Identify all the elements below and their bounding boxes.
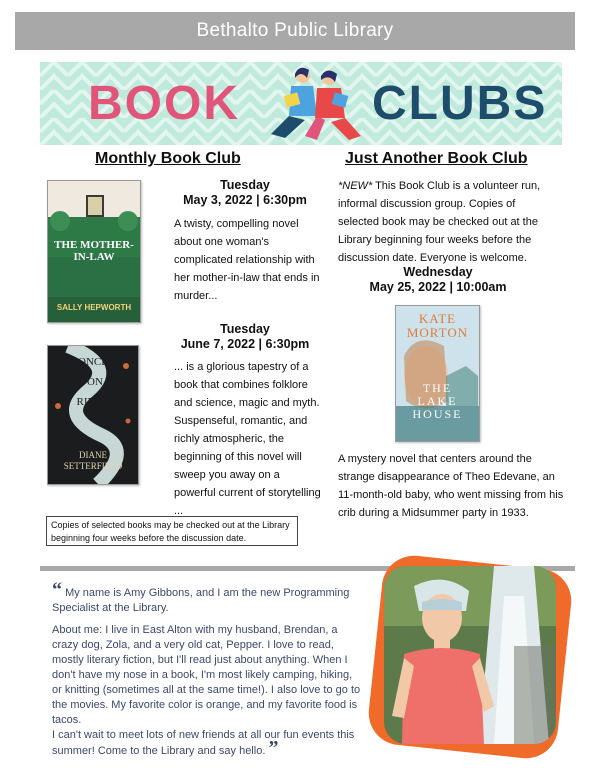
another-event — [338, 265, 538, 295]
banner-word-book: BOOK — [88, 77, 240, 130]
cover-author-line: DIANE — [79, 450, 107, 460]
monthly-event-2 — [150, 322, 340, 352]
another-club-desc: A mystery novel that centers around the strange disappearance of Theo Edevane, an 11-month-old baby, who went missing from his crib during a Midsummer party in 1933. — [338, 453, 564, 519]
close-quote-icon: ” — [268, 737, 279, 759]
banner-word-clubs: CLUBS — [372, 77, 548, 130]
bio-closing — [52, 728, 362, 759]
bio-closing-text: I can't wait to meet lots of new friends at all our fun events this summer! Come to the Library and say hello. — [52, 729, 355, 757]
cover-author-line: SETTERFIELD — [63, 461, 123, 471]
event-day: Tuesday — [220, 322, 270, 336]
cover-title-text: THE MOTHER-IN-LAW — [54, 239, 134, 263]
cover-title-line: THE — [422, 381, 453, 395]
book-clubs-banner — [40, 62, 562, 145]
checkout-note-box: Copies of selected books may be checked out at the Library beginning four weeks before the discussion date. — [46, 516, 298, 546]
cover-title-line: ONCE — [78, 356, 108, 368]
staff-photo — [384, 566, 556, 744]
bio-intro-text: My name is Amy Gibbons, and I am the new Programming Specialist at the Library. — [52, 587, 350, 614]
intro-text: This Book Club is a volunteer run, informal discussion group. Copies of selected book may be checked out at the Library beginning four weeks before the discussion date. Everyone is welcome. — [338, 180, 541, 264]
event-day: Tuesday — [220, 178, 270, 192]
mother-in-law-cover — [47, 180, 141, 323]
header-bar — [15, 12, 575, 50]
another-club-intro — [338, 177, 548, 267]
monthly-desc-1: A twisty, compelling novel about one woman's complicated relationship with her mother-in-law that ends in murder... — [174, 218, 320, 302]
event-day: Wednesday — [403, 265, 473, 279]
cover-author-line: KATE — [418, 311, 457, 326]
another-club-title: Just Another Book Club — [345, 150, 528, 167]
monthly-desc-2: ... is a glorious tapestry of a book that combines folklore and science, magic and myth. Suspenseful, romantic, and richly atmospheric, the beginning of this novel will sweep you away on a powerful current of storytelling ... — [174, 361, 321, 517]
monthly-club-title: Monthly Book Club — [95, 150, 241, 167]
waterfall-portrait-icon — [384, 566, 556, 744]
library-title: Bethalto Public Library — [196, 20, 394, 41]
cover-author-line: MORTON — [406, 325, 469, 340]
event-date: May 3, 2022 | 6:30pm — [183, 193, 307, 207]
bio-intro — [52, 579, 362, 616]
cover-title-line: UPON A — [72, 376, 114, 388]
event-date: June 7, 2022 | 6:30pm — [180, 337, 310, 351]
cover-author-text: SALLY HEPWORTH — [56, 303, 132, 312]
readers-illustration-icon — [265, 64, 365, 144]
monthly-event-1 — [150, 178, 340, 208]
new-tag: *NEW* — [338, 180, 373, 192]
cover-title-line: LAKE — [417, 394, 458, 408]
cover-title-line: HOUSE — [412, 407, 463, 421]
lake-house-cover — [395, 305, 480, 442]
open-quote-icon: “ — [52, 579, 62, 601]
bio-about: About me: I live in East Alton with my husband, Brendan, a crazy dog, Zola, and a very old cat, Pepper. I love to read, mostly literary fiction, but I'll read just about anything. When I don't have my nose in a book, I'm most likely camping, hiking, or knitting (sometimes all at the same time!). I also love to go to the movies. My favorite color is orange, and my favorite food is tacos. — [52, 624, 361, 726]
cover-title-line: RIVER — [76, 396, 110, 408]
event-date: May 25, 2022 | 10:00am — [369, 280, 507, 294]
once-upon-a-river-cover — [47, 345, 139, 485]
